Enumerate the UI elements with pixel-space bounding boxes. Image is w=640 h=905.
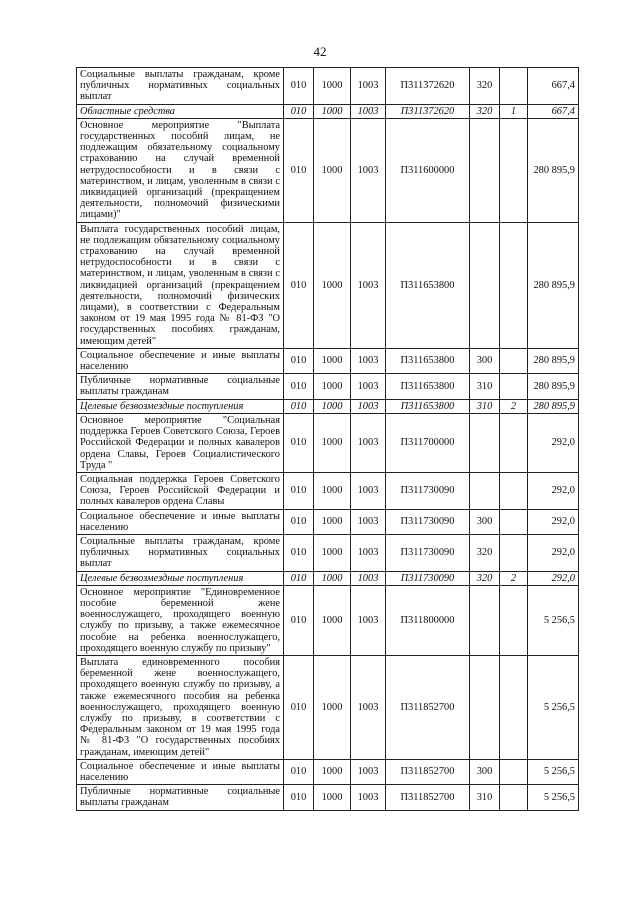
target-article-cell: П311653800	[386, 348, 470, 373]
amount-cell: 292,0	[528, 571, 579, 585]
expense-name-cell: Социальные выплаты гражданам, кроме публичных нормативных социальных выплат	[77, 534, 284, 571]
admin-code-cell: 010	[284, 534, 314, 571]
amount-cell: 280 895,9	[528, 348, 579, 373]
amount-cell: 5 256,5	[528, 785, 579, 810]
expense-name-cell: Социальное обеспечение и иные выплаты населению	[77, 348, 284, 373]
subsection-code-cell: 1003	[351, 534, 386, 571]
target-article-cell: П311372620	[386, 104, 470, 118]
admin-code-cell: 010	[284, 348, 314, 373]
amount-cell: 667,4	[528, 104, 579, 118]
section-code-cell: 1000	[314, 104, 351, 118]
amount-cell: 292,0	[528, 534, 579, 571]
admin-code-cell: 010	[284, 785, 314, 810]
amount-cell: 292,0	[528, 509, 579, 534]
subsection-code-cell: 1003	[351, 118, 386, 222]
expense-name-cell: Социальная поддержка Героев Советского Союза, Героев Российской Федерации и полных кавалеров ордена Славы	[77, 472, 284, 509]
amount-cell: 280 895,9	[528, 118, 579, 222]
target-article-cell: П311852700	[386, 655, 470, 759]
table-row	[77, 472, 579, 509]
amount-cell: 292,0	[528, 472, 579, 509]
page-number: 42	[313, 44, 327, 59]
expense-type-cell: 300	[470, 509, 500, 534]
expense-name-cell: Основное мероприятие "Единовременное пособие беременной жене военнослужащего, проходящего военную службу по призыву, а также ежемесячное пособие на ребенка военнослужащего, проходящего военную службу по призыву"	[77, 585, 284, 655]
target-article-cell: П311730090	[386, 509, 470, 534]
table-row	[77, 585, 579, 655]
subsection-code-cell: 1003	[351, 413, 386, 472]
table-row	[77, 68, 579, 105]
amount-cell: 292,0	[528, 413, 579, 472]
funding-source-cell	[500, 534, 528, 571]
table-row	[77, 399, 579, 413]
expense-type-cell	[470, 222, 500, 348]
subsection-code-cell: 1003	[351, 472, 386, 509]
expense-type-cell	[470, 472, 500, 509]
admin-code-cell: 010	[284, 68, 314, 105]
expense-name-cell: Областные средства	[77, 104, 284, 118]
table-row	[77, 759, 579, 784]
amount-cell: 5 256,5	[528, 655, 579, 759]
section-code-cell: 1000	[314, 413, 351, 472]
target-article-cell: П311653800	[386, 222, 470, 348]
section-code-cell: 1000	[314, 759, 351, 784]
admin-code-cell: 010	[284, 571, 314, 585]
funding-source-cell	[500, 68, 528, 105]
expense-name-cell: Основное мероприятие "Социальная поддержка Героев Советского Союза, Героев Российской Федерации и полных кавалеров ордена Славы, Героев Социалистического Труда "	[77, 413, 284, 472]
target-article-cell: П311730090	[386, 571, 470, 585]
admin-code-cell: 010	[284, 399, 314, 413]
expense-type-cell	[470, 118, 500, 222]
section-code-cell: 1000	[314, 374, 351, 399]
amount-cell: 280 895,9	[528, 399, 579, 413]
table-row	[77, 222, 579, 348]
table-row	[77, 785, 579, 810]
expense-type-cell: 300	[470, 348, 500, 373]
subsection-code-cell: 1003	[351, 68, 386, 105]
table-row	[77, 374, 579, 399]
table-body	[77, 68, 579, 811]
admin-code-cell: 010	[284, 585, 314, 655]
subsection-code-cell: 1003	[351, 571, 386, 585]
section-code-cell: 1000	[314, 585, 351, 655]
table-row	[77, 534, 579, 571]
target-article-cell: П311800000	[386, 585, 470, 655]
subsection-code-cell: 1003	[351, 222, 386, 348]
table-row	[77, 509, 579, 534]
funding-source-cell: 2	[500, 571, 528, 585]
funding-source-cell	[500, 374, 528, 399]
expense-type-cell: 300	[470, 759, 500, 784]
target-article-cell: П311852700	[386, 759, 470, 784]
expense-name-cell: Социальное обеспечение и иные выплаты населению	[77, 759, 284, 784]
admin-code-cell: 010	[284, 222, 314, 348]
expense-name-cell: Социальные выплаты гражданам, кроме публичных нормативных социальных выплат	[77, 68, 284, 105]
expense-type-cell: 310	[470, 374, 500, 399]
subsection-code-cell: 1003	[351, 399, 386, 413]
expense-name-cell: Выплата государственных пособий лицам, не подлежащим обязательному социальному страхованию на случай временной нетрудоспособности и в связи с материнством, и лицам, уволенным в связи с ликвидацией организаций (прекращением деятельности, полномочий физических лицами), в соответствии с Федеральным законом от 19 мая 1995 года № 81-ФЗ "О государственных пособиях гражданам, имеющим детей"	[77, 222, 284, 348]
section-code-cell: 1000	[314, 348, 351, 373]
amount-cell: 5 256,5	[528, 759, 579, 784]
amount-cell: 280 895,9	[528, 222, 579, 348]
target-article-cell: П311700000	[386, 413, 470, 472]
subsection-code-cell: 1003	[351, 785, 386, 810]
funding-source-cell	[500, 785, 528, 810]
subsection-code-cell: 1003	[351, 374, 386, 399]
target-article-cell: П311852700	[386, 785, 470, 810]
funding-source-cell	[500, 655, 528, 759]
expense-name-cell: Выплата единовременного пособия беременной жене военнослужащего, проходящего военную службу по призыву, а также ежемесячного пособия на ребенка военнослужащего, проходящего военную службу по призыву, в соответствии с Федеральным законом от 19 мая 1995 года № 81-ФЗ "О государственных пособиях гражданам, имеющим детей"	[77, 655, 284, 759]
section-code-cell: 1000	[314, 118, 351, 222]
section-code-cell: 1000	[314, 655, 351, 759]
admin-code-cell: 010	[284, 655, 314, 759]
admin-code-cell: 010	[284, 374, 314, 399]
expense-type-cell	[470, 413, 500, 472]
table-row	[77, 571, 579, 585]
admin-code-cell: 010	[284, 759, 314, 784]
amount-cell: 280 895,9	[528, 374, 579, 399]
amount-cell: 5 256,5	[528, 585, 579, 655]
target-article-cell: П311653800	[386, 374, 470, 399]
section-code-cell: 1000	[314, 399, 351, 413]
subsection-code-cell: 1003	[351, 655, 386, 759]
admin-code-cell: 010	[284, 413, 314, 472]
funding-source-cell	[500, 118, 528, 222]
budget-table	[76, 67, 579, 811]
funding-source-cell: 1	[500, 104, 528, 118]
subsection-code-cell: 1003	[351, 759, 386, 784]
expense-name-cell: Основное мероприятие "Выплата государственных пособий лицам, не подлежащим обязательному социальному страхованию на случай временной нетрудоспособности и в связи с материнством, и лицам, уволенным в связи с ликвидацией организаций (прекращением деятельности, полномочий физическими лицами)"	[77, 118, 284, 222]
section-code-cell: 1000	[314, 534, 351, 571]
funding-source-cell	[500, 472, 528, 509]
funding-source-cell	[500, 413, 528, 472]
expense-type-cell: 320	[470, 104, 500, 118]
table-row	[77, 118, 579, 222]
subsection-code-cell: 1003	[351, 509, 386, 534]
admin-code-cell: 010	[284, 509, 314, 534]
admin-code-cell: 010	[284, 472, 314, 509]
table-row	[77, 655, 579, 759]
subsection-code-cell: 1003	[351, 348, 386, 373]
table-row	[77, 413, 579, 472]
admin-code-cell: 010	[284, 118, 314, 222]
expense-type-cell: 310	[470, 399, 500, 413]
expense-type-cell: 320	[470, 534, 500, 571]
admin-code-cell: 010	[284, 104, 314, 118]
funding-source-cell	[500, 759, 528, 784]
subsection-code-cell: 1003	[351, 104, 386, 118]
funding-source-cell	[500, 585, 528, 655]
expense-name-cell: Целевые безвозмездные поступления	[77, 399, 284, 413]
expense-type-cell: 320	[470, 571, 500, 585]
section-code-cell: 1000	[314, 222, 351, 348]
expense-name-cell: Социальное обеспечение и иные выплаты населению	[77, 509, 284, 534]
target-article-cell: П311600000	[386, 118, 470, 222]
expense-name-cell: Публичные нормативные социальные выплаты гражданам	[77, 374, 284, 399]
section-code-cell: 1000	[314, 785, 351, 810]
target-article-cell: П311372620	[386, 68, 470, 105]
section-code-cell: 1000	[314, 472, 351, 509]
funding-source-cell: 2	[500, 399, 528, 413]
expense-name-cell: Публичные нормативные социальные выплаты гражданам	[77, 785, 284, 810]
target-article-cell: П311653800	[386, 399, 470, 413]
expense-type-cell	[470, 585, 500, 655]
amount-cell: 667,4	[528, 68, 579, 105]
section-code-cell: 1000	[314, 68, 351, 105]
target-article-cell: П311730090	[386, 472, 470, 509]
subsection-code-cell: 1003	[351, 585, 386, 655]
funding-source-cell	[500, 509, 528, 534]
funding-source-cell	[500, 348, 528, 373]
expense-type-cell: 310	[470, 785, 500, 810]
table-row	[77, 104, 579, 118]
section-code-cell: 1000	[314, 571, 351, 585]
table-row	[77, 348, 579, 373]
expense-type-cell: 320	[470, 68, 500, 105]
funding-source-cell	[500, 222, 528, 348]
expense-name-cell: Целевые безвозмездные поступления	[77, 571, 284, 585]
section-code-cell: 1000	[314, 509, 351, 534]
expense-type-cell	[470, 655, 500, 759]
target-article-cell: П311730090	[386, 534, 470, 571]
